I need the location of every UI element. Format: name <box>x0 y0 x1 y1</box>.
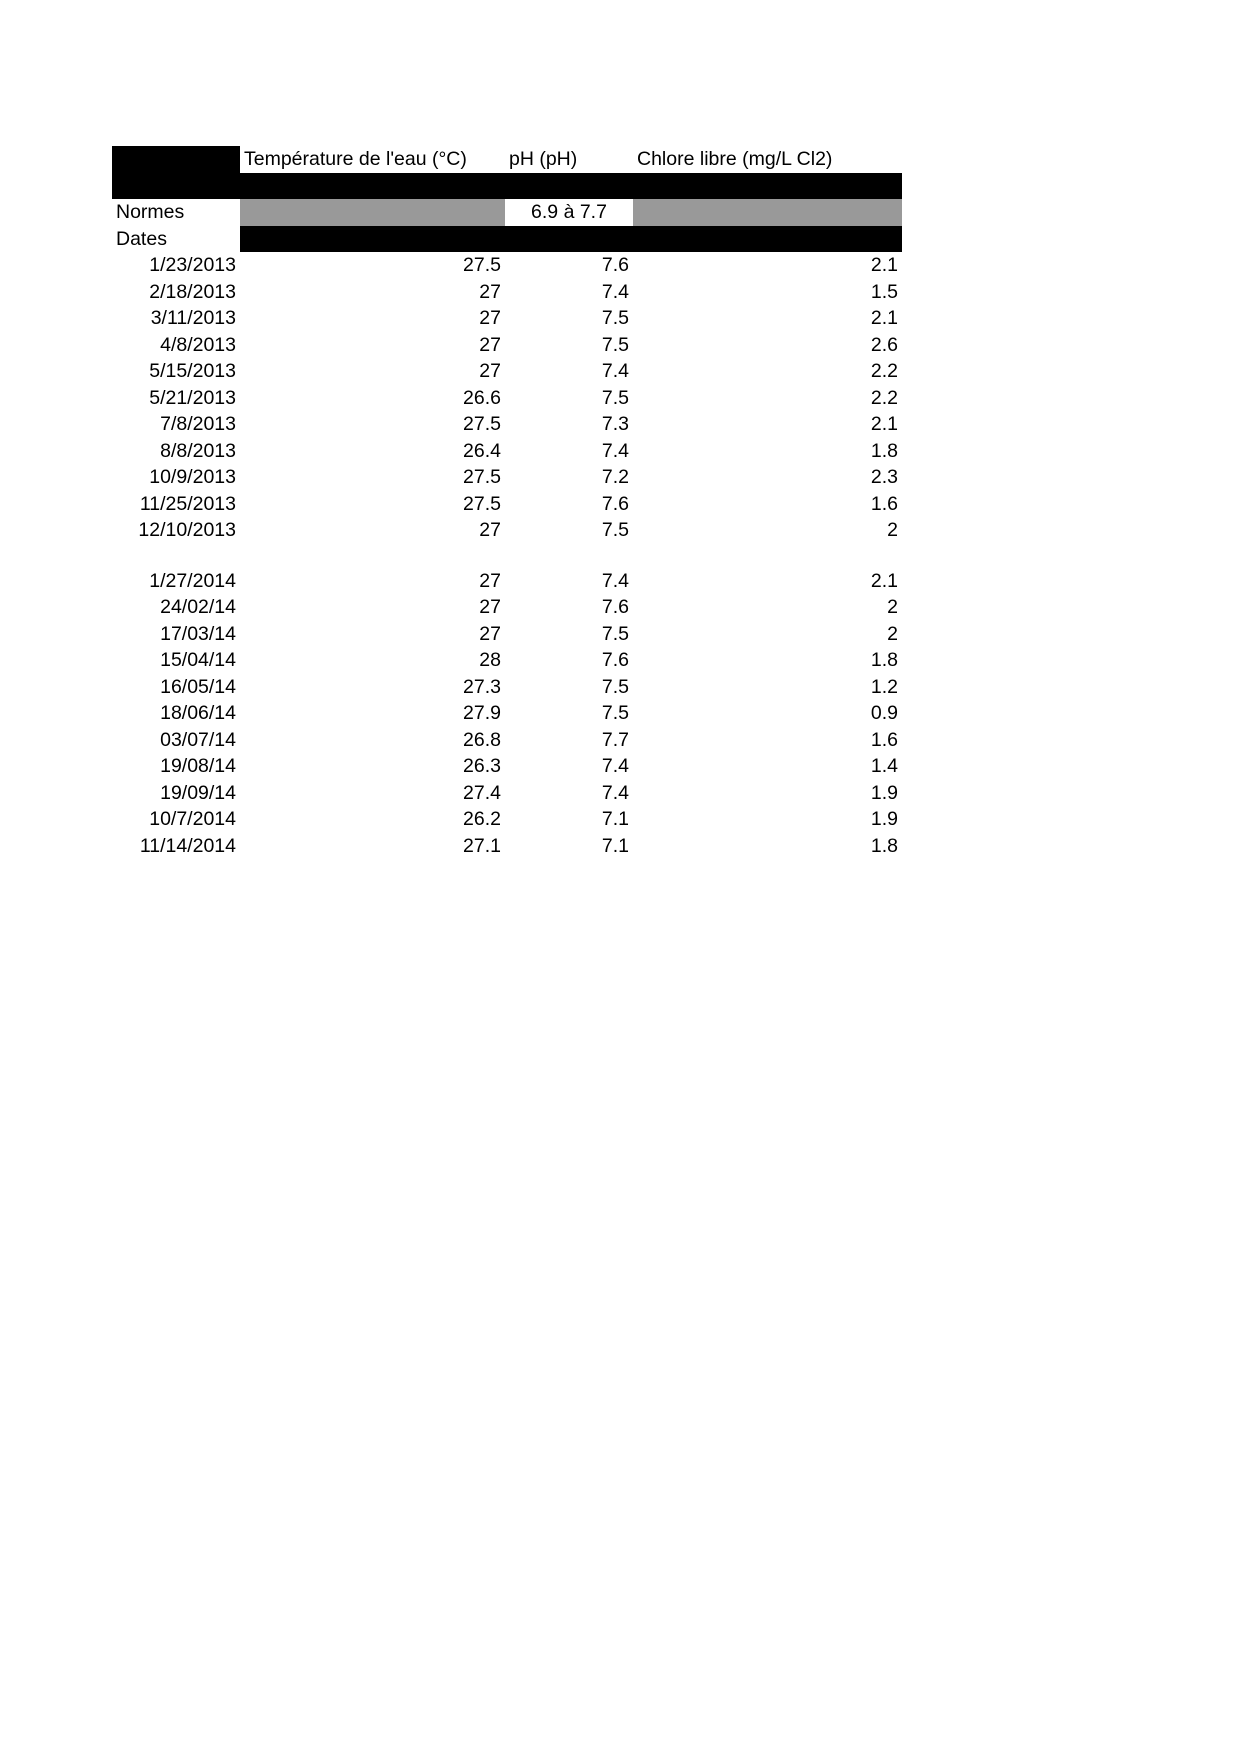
chlorine-cell: 2.1 <box>870 569 898 592</box>
ph-cell: 7.6 <box>601 254 629 276</box>
dates-band-temperature <box>240 226 505 253</box>
chlorine-cell: 2.1 <box>870 307 898 329</box>
water-quality-table <box>112 146 902 859</box>
ph-cell: 7.7 <box>601 728 629 751</box>
ph-cell: 7.5 <box>601 386 629 409</box>
chlorine-cell: 1.6 <box>870 492 898 515</box>
date-cell: 16/05/14 <box>160 675 236 698</box>
table-row <box>112 279 902 306</box>
temperature-cell: 27 <box>479 596 501 618</box>
normes-temperature-cell <box>240 199 505 226</box>
chlorine-cell: 1.4 <box>870 755 898 777</box>
chlorine-cell: 1.8 <box>870 649 898 671</box>
temperature-cell: 27.3 <box>463 675 501 698</box>
chlorine-cell: 1.5 <box>870 280 898 303</box>
temperature-cell: 27 <box>479 569 501 592</box>
ph-cell: 7.6 <box>601 649 629 671</box>
normes-row <box>112 199 902 226</box>
ph-cell: 7.1 <box>601 834 629 857</box>
chlorine-cell: 1.8 <box>870 834 898 857</box>
chlorine-cell: 2.1 <box>870 413 898 435</box>
temperature-cell: 28 <box>479 649 501 671</box>
ph-cell: 7.4 <box>601 569 629 592</box>
ph-cell: 7.5 <box>601 622 629 645</box>
date-cell: 5/21/2013 <box>149 386 236 409</box>
table-row <box>112 305 902 332</box>
date-cell: 4/8/2013 <box>160 333 236 356</box>
ph-cell: 7.4 <box>601 439 629 462</box>
date-cell: 1/27/2014 <box>149 569 236 592</box>
header-separator-band <box>112 173 902 200</box>
date-cell: 11/14/2014 <box>139 834 236 857</box>
date-cell: 19/09/14 <box>160 781 236 804</box>
table-row <box>112 411 902 438</box>
table-row <box>112 674 902 701</box>
chlorine-cell: 2.2 <box>870 386 898 409</box>
table-row <box>112 700 902 727</box>
chlorine-cell: 0.9 <box>870 702 898 724</box>
dates-label: Dates <box>116 227 167 250</box>
table-row <box>112 594 902 621</box>
ph-cell: 7.4 <box>601 280 629 303</box>
date-cell: 10/9/2013 <box>149 466 236 488</box>
chlorine-cell: 2.2 <box>870 360 898 382</box>
ph-cell: 7.1 <box>601 808 629 830</box>
table-row <box>112 438 902 465</box>
year-gap <box>112 544 902 568</box>
ph-cell: 7.4 <box>601 360 629 382</box>
date-cell: 10/7/2014 <box>149 808 236 830</box>
date-cell: 24/02/14 <box>160 596 236 618</box>
temperature-cell: 27 <box>479 280 501 303</box>
table-row <box>112 252 902 279</box>
temperature-cell: 26.4 <box>463 439 501 462</box>
date-cell: 11/25/2013 <box>139 492 236 515</box>
ph-cell: 7.2 <box>601 466 629 488</box>
temperature-cell: 27.5 <box>463 466 501 488</box>
ph-cell: 7.6 <box>601 596 629 618</box>
table-row <box>112 647 902 674</box>
table-row <box>112 780 902 807</box>
date-cell: 8/8/2013 <box>160 439 236 462</box>
table-row <box>112 517 902 544</box>
temperature-cell: 26.6 <box>463 386 501 409</box>
normes-chlorine-cell <box>633 199 902 226</box>
table-row <box>112 727 902 754</box>
temperature-cell: 27.5 <box>463 413 501 435</box>
rows-2013 <box>112 252 902 544</box>
chlorine-cell: 1.9 <box>870 781 898 804</box>
ph-cell: 7.4 <box>601 781 629 804</box>
date-cell: 03/07/14 <box>160 728 236 751</box>
table-row <box>112 332 902 359</box>
ph-cell: 7.5 <box>601 333 629 356</box>
chlorine-cell: 2.3 <box>870 466 898 488</box>
ph-cell: 7.5 <box>601 675 629 698</box>
chlorine-cell: 2 <box>887 519 898 541</box>
temperature-cell: 27 <box>479 333 501 356</box>
date-cell: 7/8/2013 <box>160 413 236 435</box>
date-cell: 17/03/14 <box>160 622 236 645</box>
chlorine-cell: 2.1 <box>870 254 898 276</box>
temperature-cell: 27.5 <box>463 492 501 515</box>
table-row <box>112 753 902 780</box>
temperature-cell: 27 <box>479 360 501 382</box>
header-ph: pH (pH) <box>509 148 578 170</box>
date-cell: 5/15/2013 <box>149 360 236 382</box>
header-corner-cell <box>112 146 240 173</box>
table-row <box>112 621 902 648</box>
temperature-cell: 27.9 <box>463 702 501 724</box>
ph-cell: 7.5 <box>601 519 629 541</box>
ph-cell: 7.4 <box>601 755 629 777</box>
chlorine-cell: 1.2 <box>870 675 898 698</box>
chlorine-cell: 1.8 <box>870 439 898 462</box>
dates-row <box>112 226 902 253</box>
chlorine-cell: 2.6 <box>870 333 898 356</box>
rows-2014 <box>112 568 902 860</box>
ph-cell: 7.3 <box>601 413 629 435</box>
date-cell: 12/10/2013 <box>138 519 236 541</box>
temperature-cell: 26.2 <box>463 808 501 830</box>
table-row <box>112 491 902 518</box>
temperature-cell: 27 <box>479 622 501 645</box>
temperature-cell: 26.8 <box>463 728 501 751</box>
date-cell: 19/08/14 <box>160 755 236 777</box>
temperature-cell: 27 <box>479 519 501 541</box>
temperature-cell: 27.1 <box>463 834 501 857</box>
date-cell: 18/06/14 <box>160 702 236 724</box>
ph-cell: 7.6 <box>601 492 629 515</box>
chlorine-cell: 1.9 <box>870 808 898 830</box>
table-row <box>112 464 902 491</box>
header-row <box>112 146 902 173</box>
table-row <box>112 806 902 833</box>
dates-band-chlorine <box>633 226 902 253</box>
dates-band-ph <box>505 226 633 253</box>
temperature-cell: 27 <box>479 307 501 329</box>
date-cell: 2/18/2013 <box>149 280 236 303</box>
chlorine-cell: 1.6 <box>870 728 898 751</box>
table-row <box>112 833 902 860</box>
table-row <box>112 358 902 385</box>
date-cell: 1/23/2013 <box>149 254 236 276</box>
ph-cell: 7.5 <box>601 702 629 724</box>
table-row <box>112 568 902 595</box>
temperature-cell: 27.4 <box>463 781 501 804</box>
chlorine-cell: 2 <box>887 622 898 645</box>
normes-ph-value: 6.9 à 7.7 <box>531 201 607 223</box>
date-cell: 3/11/2013 <box>150 307 236 329</box>
header-temperature: Température de l'eau (°C) <box>244 148 467 170</box>
ph-cell: 7.5 <box>601 307 629 329</box>
temperature-cell: 27.5 <box>463 254 501 276</box>
date-cell: 15/04/14 <box>160 649 236 671</box>
header-chlorine: Chlore libre (mg/L Cl2) <box>637 148 833 170</box>
chlorine-cell: 2 <box>887 596 898 618</box>
table-row <box>112 385 902 412</box>
normes-label: Normes <box>116 201 185 223</box>
temperature-cell: 26.3 <box>463 755 501 777</box>
